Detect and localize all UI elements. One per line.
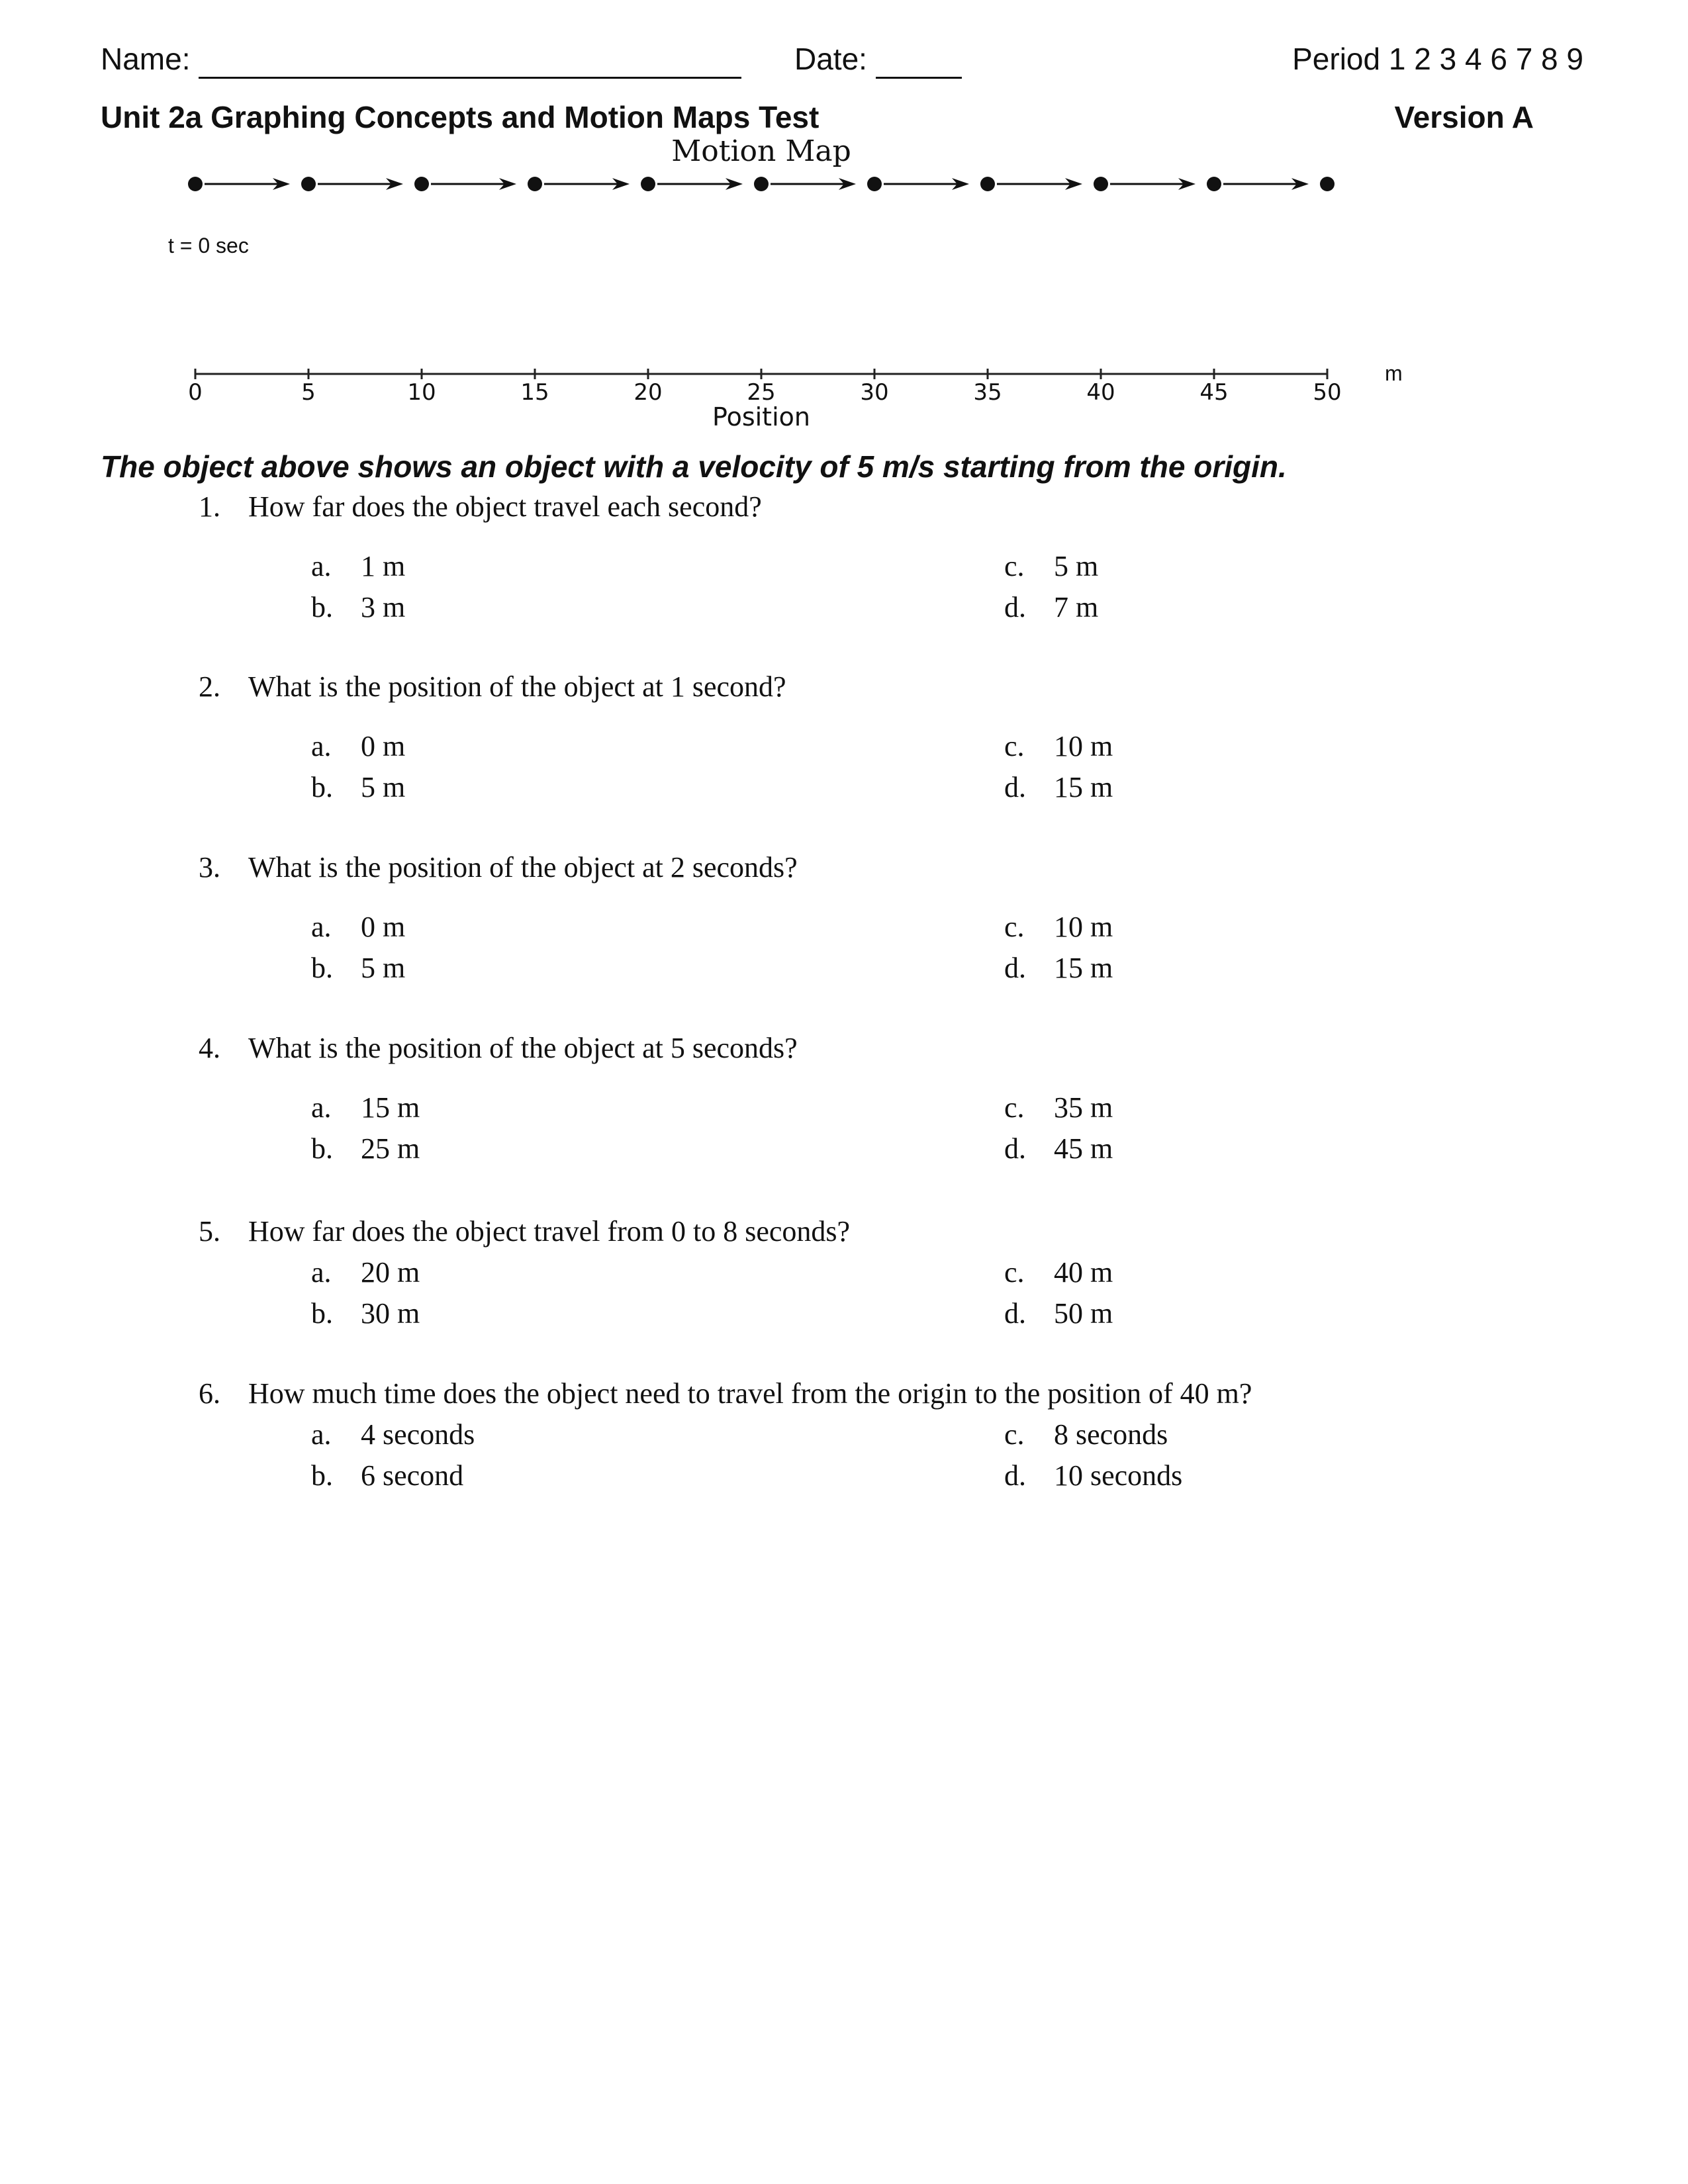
- motion-arrow-3: [544, 178, 630, 190]
- page-title: Unit 2a Graphing Concepts and Motion Maps Test: [101, 100, 820, 134]
- option-letter: b.: [311, 1297, 333, 1330]
- question-stem: [199, 1031, 798, 1065]
- option-text: 0 m: [361, 911, 406, 943]
- option-letter: b.: [311, 952, 333, 984]
- motion-dot-1: [301, 177, 316, 191]
- name-label: Name:: [101, 42, 191, 76]
- axis-tick-label-9: 45: [1199, 379, 1229, 406]
- option-text: 3 m: [361, 591, 406, 623]
- question-stem: [199, 850, 798, 884]
- option-text: 8 seconds: [1054, 1418, 1168, 1451]
- axis-tick-label-10: 50: [1313, 379, 1342, 406]
- option-letter: d.: [1004, 1132, 1026, 1165]
- intro-statement: The object above shows an object with a velocity of 5 m/s starting from the origin.: [101, 449, 1287, 484]
- option-letter: a.: [311, 1256, 332, 1289]
- question-text: What is the position of the object at 1 second?: [248, 670, 786, 703]
- motion-dot-5: [754, 177, 769, 191]
- option-text: 6 second: [361, 1459, 464, 1492]
- date-label: Date:: [794, 42, 867, 76]
- option-letter: c.: [1004, 550, 1025, 582]
- option-text: 35 m: [1054, 1091, 1113, 1124]
- question-number: 5.: [199, 1215, 220, 1248]
- option-letter: c.: [1004, 1091, 1025, 1124]
- axis-tick-label-1: 5: [301, 379, 316, 406]
- question-text: How far does the object travel each second?: [248, 490, 762, 523]
- version-label: Version A: [1394, 100, 1534, 134]
- answer-option[interactable]: [1004, 951, 1113, 985]
- position-axis-label: Position: [712, 402, 810, 432]
- option-text: 15 m: [1054, 952, 1113, 984]
- option-text: 15 m: [361, 1091, 420, 1124]
- option-letter: b.: [311, 1459, 333, 1492]
- axis-tick-label-2: 10: [407, 379, 436, 406]
- answer-option[interactable]: [1004, 729, 1113, 763]
- question-number: 3.: [199, 851, 220, 884]
- option-text: 10 m: [1054, 730, 1113, 762]
- motion-arrow-8: [1110, 178, 1196, 190]
- answer-option[interactable]: [311, 729, 405, 763]
- axis-tick-label-3: 15: [520, 379, 549, 406]
- motion-map-figure: [0, 0, 1688, 463]
- option-text: 20 m: [361, 1256, 420, 1289]
- axis-tick-label-8: 40: [1086, 379, 1115, 406]
- motion-dot-9: [1207, 177, 1221, 191]
- question-text: How much time does the object need to travel from the origin to the position of 40 m?: [248, 1377, 1252, 1410]
- option-text: 1 m: [361, 550, 406, 582]
- question-text: What is the position of the object at 5 seconds?: [248, 1032, 798, 1064]
- option-letter: d.: [1004, 1297, 1026, 1330]
- answer-option[interactable]: [1004, 1132, 1113, 1165]
- question-number: 2.: [199, 670, 220, 703]
- option-text: 0 m: [361, 730, 406, 762]
- answer-option[interactable]: [311, 590, 405, 624]
- axis-tick-label-6: 30: [860, 379, 889, 406]
- option-letter: b.: [311, 771, 333, 803]
- answer-option[interactable]: [1004, 1459, 1182, 1492]
- answer-option[interactable]: [311, 1091, 420, 1124]
- option-text: 4 seconds: [361, 1418, 475, 1451]
- option-letter: d.: [1004, 1459, 1026, 1492]
- option-text: 10 m: [1054, 911, 1113, 943]
- answer-option[interactable]: [311, 549, 405, 583]
- option-text: 15 m: [1054, 771, 1113, 803]
- question-number: 4.: [199, 1032, 220, 1064]
- motion-arrow-5: [771, 178, 856, 190]
- option-text: 5 m: [1054, 550, 1099, 582]
- option-letter: a.: [311, 550, 332, 582]
- answer-option[interactable]: [1004, 1255, 1113, 1289]
- answer-option[interactable]: [1004, 590, 1098, 624]
- axis-tick-label-5: 25: [747, 379, 776, 406]
- axis-tick-label-4: 20: [633, 379, 663, 406]
- answer-option[interactable]: [311, 1418, 475, 1451]
- answer-option[interactable]: [311, 910, 405, 944]
- motion-dot-10: [1320, 177, 1335, 191]
- option-letter: c.: [1004, 1256, 1025, 1289]
- question-stem: [199, 1214, 850, 1248]
- motion-dot-7: [980, 177, 995, 191]
- option-text: 10 seconds: [1054, 1459, 1183, 1492]
- answer-option[interactable]: [1004, 549, 1098, 583]
- answer-option[interactable]: [311, 770, 405, 804]
- question-number: 6.: [199, 1377, 220, 1410]
- motion-dot-6: [867, 177, 882, 191]
- answer-option[interactable]: [1004, 1418, 1168, 1451]
- option-letter: a.: [311, 911, 332, 943]
- option-letter: b.: [311, 1132, 333, 1165]
- option-text: 25 m: [361, 1132, 420, 1165]
- motion-map-title: Motion Map: [671, 134, 851, 168]
- option-letter: c.: [1004, 911, 1025, 943]
- question-stem: [199, 1377, 1252, 1410]
- motion-dot-4: [641, 177, 655, 191]
- option-text: 7 m: [1054, 591, 1099, 623]
- motion-dot-2: [414, 177, 429, 191]
- answer-option[interactable]: [1004, 770, 1113, 804]
- question-stem: [199, 670, 786, 704]
- motion-arrow-0: [205, 178, 290, 190]
- option-text: 5 m: [361, 952, 406, 984]
- answer-option[interactable]: [311, 1297, 420, 1330]
- motion-arrow-2: [431, 178, 516, 190]
- question-text: How far does the object travel from 0 to 8 seconds?: [248, 1215, 851, 1248]
- axis-tick-label-7: 35: [973, 379, 1002, 406]
- option-letter: a.: [311, 1418, 332, 1451]
- option-letter: c.: [1004, 1418, 1025, 1451]
- option-text: 40 m: [1054, 1256, 1113, 1289]
- motion-arrow-1: [318, 178, 403, 190]
- option-text: 45 m: [1054, 1132, 1113, 1165]
- option-text: 5 m: [361, 771, 406, 803]
- question-number: 1.: [199, 490, 220, 523]
- option-letter: a.: [311, 730, 332, 762]
- option-letter: b.: [311, 591, 333, 623]
- answer-option[interactable]: [1004, 910, 1113, 944]
- start-time-label: t = 0 sec: [168, 234, 249, 257]
- motion-dot-3: [528, 177, 542, 191]
- motion-arrow-4: [657, 178, 743, 190]
- motion-arrow-6: [884, 178, 969, 190]
- axis-tick-label-0: 0: [188, 379, 203, 406]
- option-letter: a.: [311, 1091, 332, 1124]
- answer-option[interactable]: [1004, 1297, 1113, 1330]
- motion-arrow-7: [997, 178, 1082, 190]
- answer-option[interactable]: [1004, 1091, 1113, 1124]
- option-letter: d.: [1004, 771, 1026, 803]
- question-stem: [199, 490, 762, 523]
- motion-dot-0: [188, 177, 203, 191]
- position-unit-label: m: [1385, 361, 1403, 385]
- option-text: 50 m: [1054, 1297, 1113, 1330]
- answer-option[interactable]: [311, 1132, 420, 1165]
- period-options: Period 1 2 3 4 6 7 8 9: [1292, 42, 1583, 76]
- option-letter: d.: [1004, 591, 1026, 623]
- option-text: 30 m: [361, 1297, 420, 1330]
- answer-option[interactable]: [311, 951, 405, 985]
- option-letter: d.: [1004, 952, 1026, 984]
- answer-option[interactable]: [311, 1459, 463, 1492]
- answer-option[interactable]: [311, 1255, 420, 1289]
- question-text: What is the position of the object at 2 seconds?: [248, 851, 798, 884]
- option-letter: c.: [1004, 730, 1025, 762]
- motion-dot-8: [1094, 177, 1108, 191]
- motion-arrow-9: [1223, 178, 1309, 190]
